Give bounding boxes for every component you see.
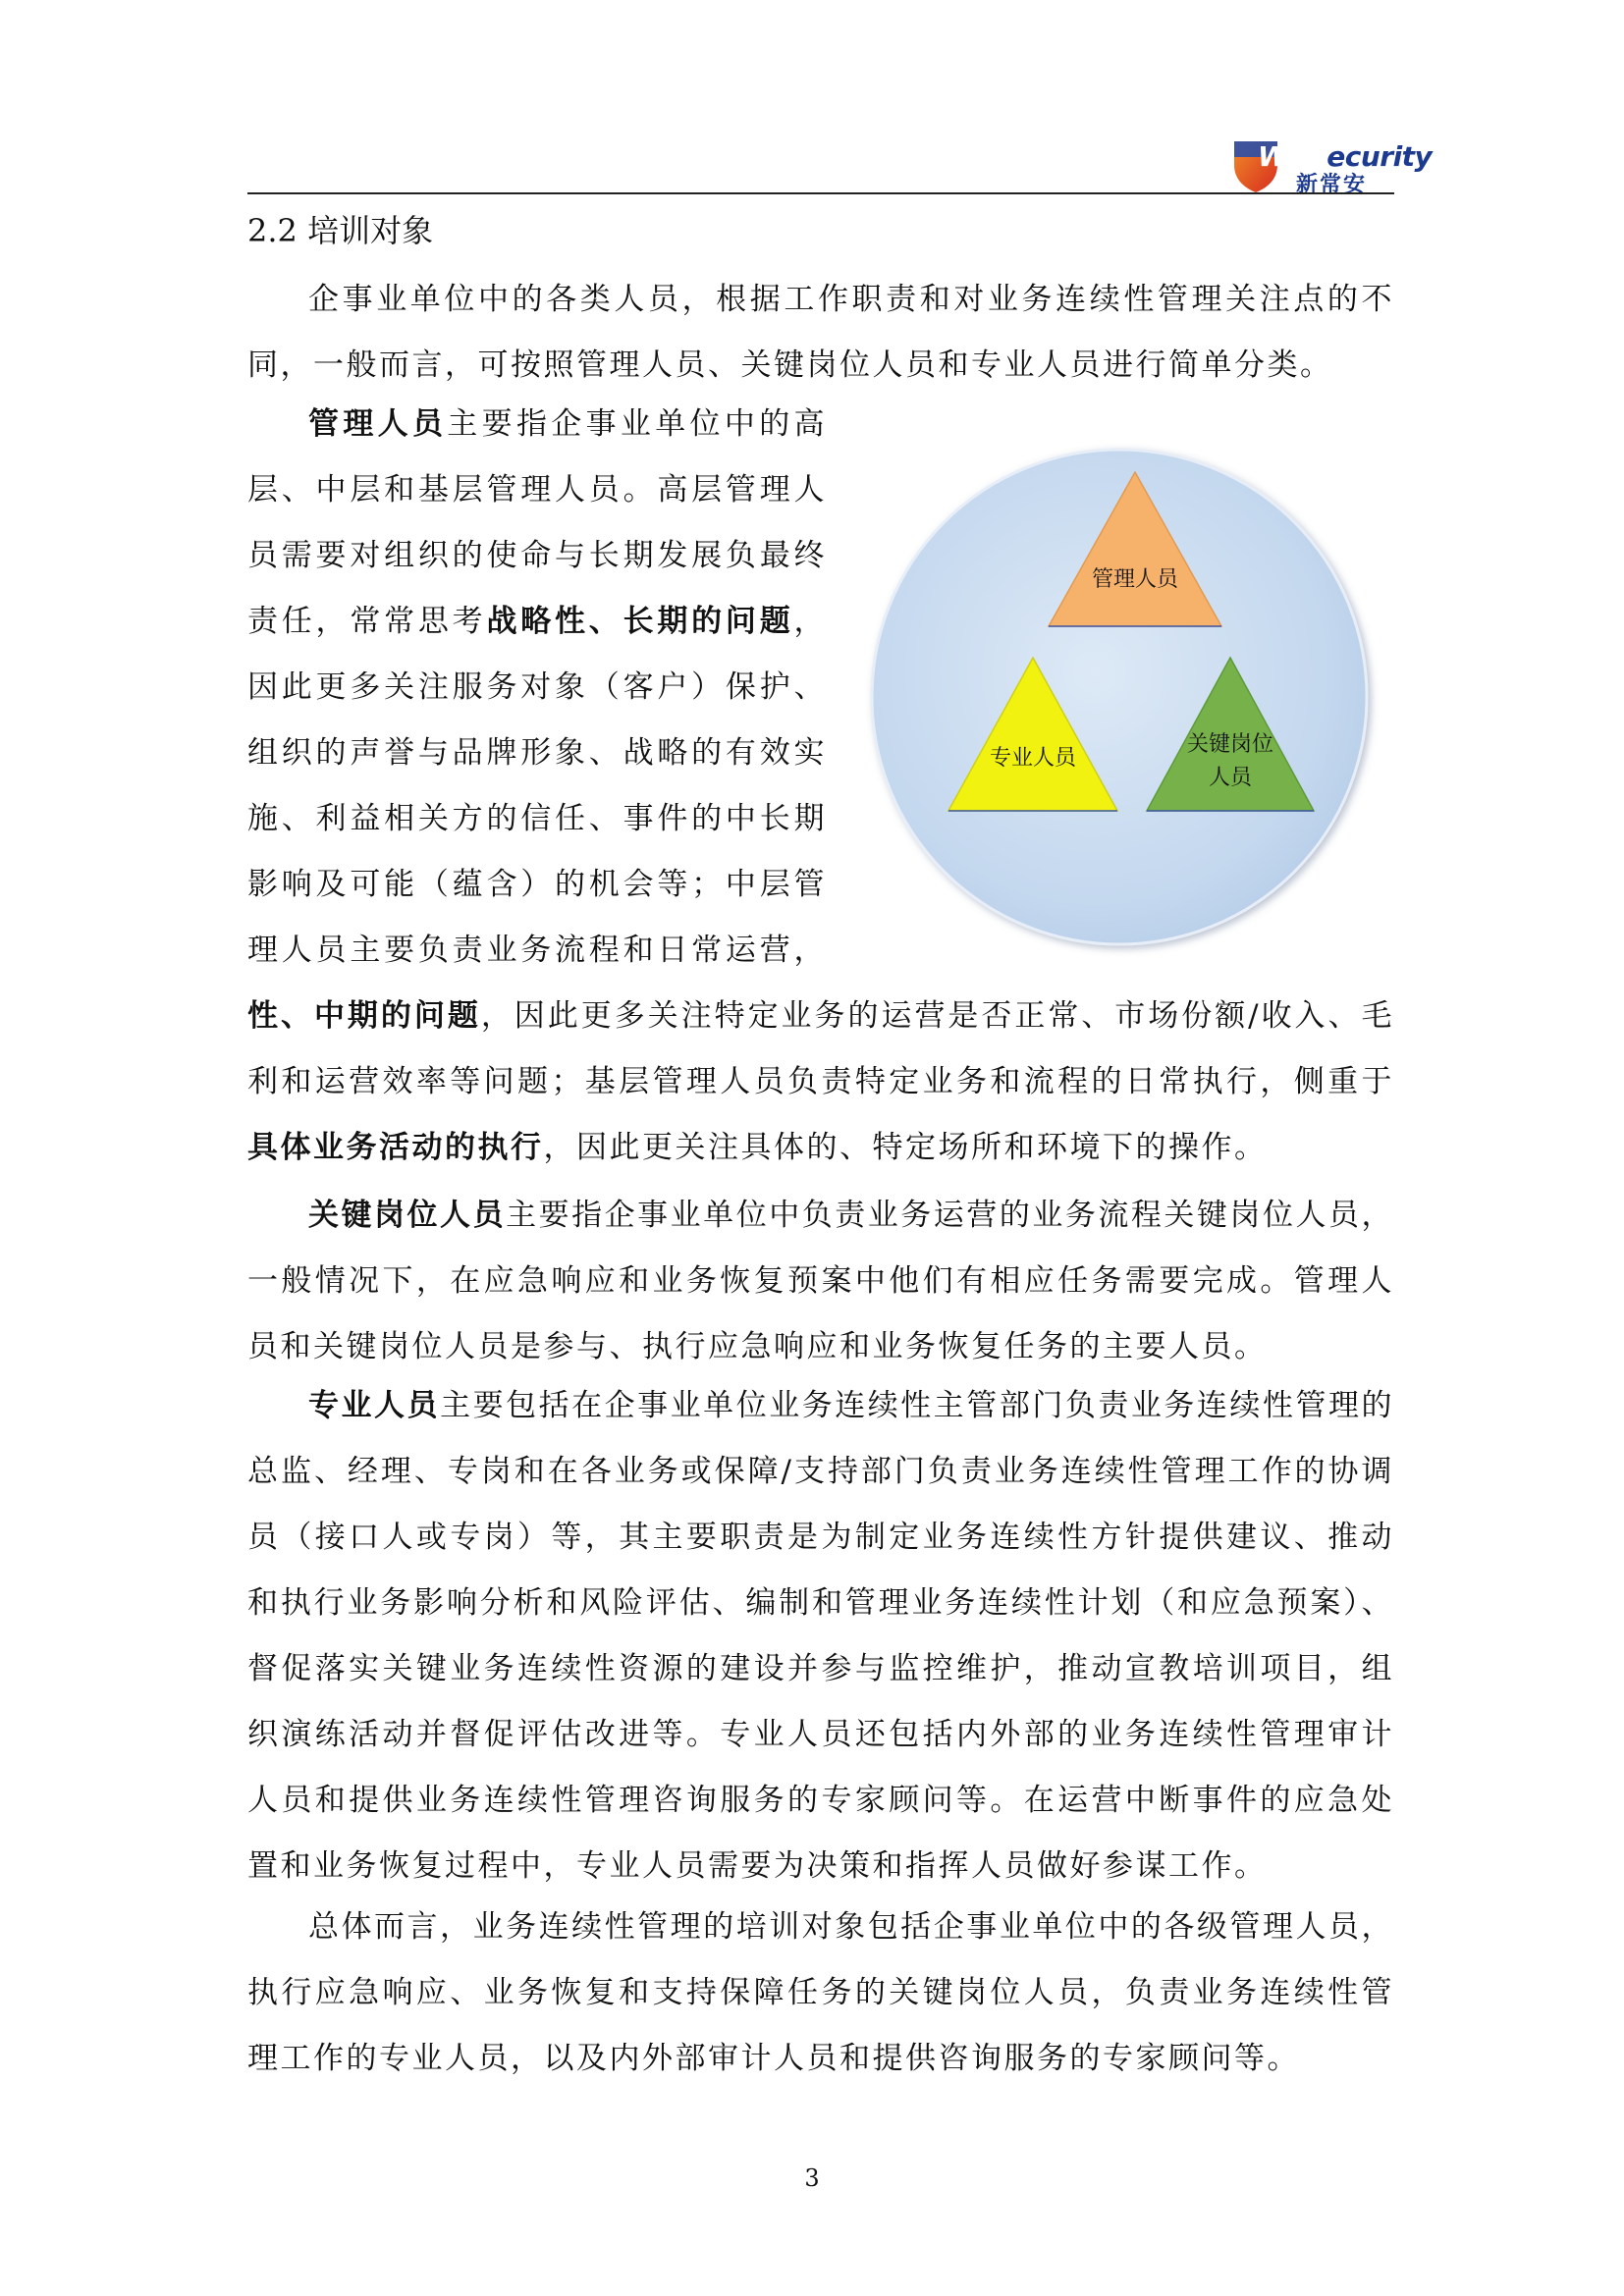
summary-text: 总体而言，业务连续性管理的培训对象包括企事业单位中的各级管理人员，执行应急响应、业务恢复和支持保障任务的关键岗位人员，负责业务连续性管理工作的专业人员，以及内外部审计人员和提供咨询服务的专家顾问等。 <box>247 1909 1394 2076</box>
professional-term: 专业人员 <box>308 1388 441 1423</box>
management-bold-1: 战略性、长期的问题 <box>486 604 794 639</box>
management-paragraph-top <box>247 392 827 984</box>
management-bold-2-cont: 性、中期的问题 <box>247 998 481 1034</box>
key-position-label <box>1171 728 1289 795</box>
company-logo <box>1230 135 1433 197</box>
professional-paragraph <box>247 1373 1394 1899</box>
intro-paragraph <box>247 267 1394 399</box>
key-position-term: 关键岗位人员 <box>308 1198 507 1233</box>
key-position-label-line2: 人员 <box>1208 766 1252 790</box>
key-position-paragraph <box>247 1183 1394 1380</box>
management-label: 管理人员 <box>1091 567 1178 592</box>
key-position-text: 主要指企事业单位中负责业务运营的业务流程关键岗位人员，一般情况下，在应急响应和业务恢复预案中他们有相应任务需要完成。管理人员和关键岗位人员是参与、执行应急响应和业务恢复任务的主要人员。 <box>247 1198 1394 1364</box>
management-continuation <box>247 984 1394 1181</box>
header-divider <box>247 192 1394 194</box>
management-text-1: 主要指企事业单位中的高层、中层和基层管理人员。高层管理人员需要对组织的使命与长期发展负最终责任，常常思考 <box>247 406 827 639</box>
professional-text: 主要包括在企事业单位业务连续性主管部门负责业务连续性管理的总监、经理、专岗和在各业务或保障/支持部门负责业务连续性管理工作的协调员（接口人或专岗）等，其主要职责是为制定业务连续性方针提供建议、推动和执行业务影响分析和风险评估、编制和管理业务连续性计划（和应急预案）、督促落实关键业务连续性资源的建设并参与监控维护，推动宣教培训项目，组织演练活动并督促评估改进等。专业人员还包括内外部的业务连续性管理审计人员和提供业务连续性管理咨询服务的专家顾问等。在运营中断事件的应急处置和业务恢复过程中，专业人员需要为决策和指挥人员做好参谋工作。 <box>247 1388 1394 1884</box>
management-term: 管理人员 <box>308 406 448 442</box>
management-text-3-cont: ，因此更多关注特定业务的运营是否正常、市场份额/收入、毛利和运营效率等问题；基层管理人员负责特定业务和流程的日常执行，侧重于 <box>247 998 1394 1099</box>
professional-label: 专业人员 <box>989 746 1076 771</box>
management-text-2: ，因此更多关注服务对象（客户）保护、组织的声誉与品牌形象、战略的有效实施、利益相关方的信任、事件的中长期影响及可能（蕴含）的机会等；中层管理人员主要负责业务流程和日常运营， <box>247 604 827 968</box>
management-paragraph-bottom <box>247 984 1394 1181</box>
intro-text: 企事业单位中的各类人员，根据工作职责和对业务连续性管理关注点的不同，一般而言，可按照管理人员、关键岗位人员和专业人员进行简单分类。 <box>247 282 1394 383</box>
diagram-graphic <box>862 440 1402 980</box>
management-text-4-cont: ，因此更关注具体的、特定场所和环境下的操作。 <box>543 1130 1268 1165</box>
management-bold-3-cont: 具体业务活动的执行 <box>247 1130 544 1165</box>
section-heading: 2.2 培训对象 <box>247 212 434 249</box>
summary-paragraph <box>247 1895 1394 2092</box>
logo-text-english: WASecurity <box>1258 140 1433 173</box>
page-number: 3 <box>804 2164 820 2192</box>
personnel-diagram <box>862 440 1402 980</box>
key-position-label-line1: 关键岗位 <box>1186 732 1273 757</box>
logo-text-chinese: 新常安 <box>1296 173 1368 197</box>
